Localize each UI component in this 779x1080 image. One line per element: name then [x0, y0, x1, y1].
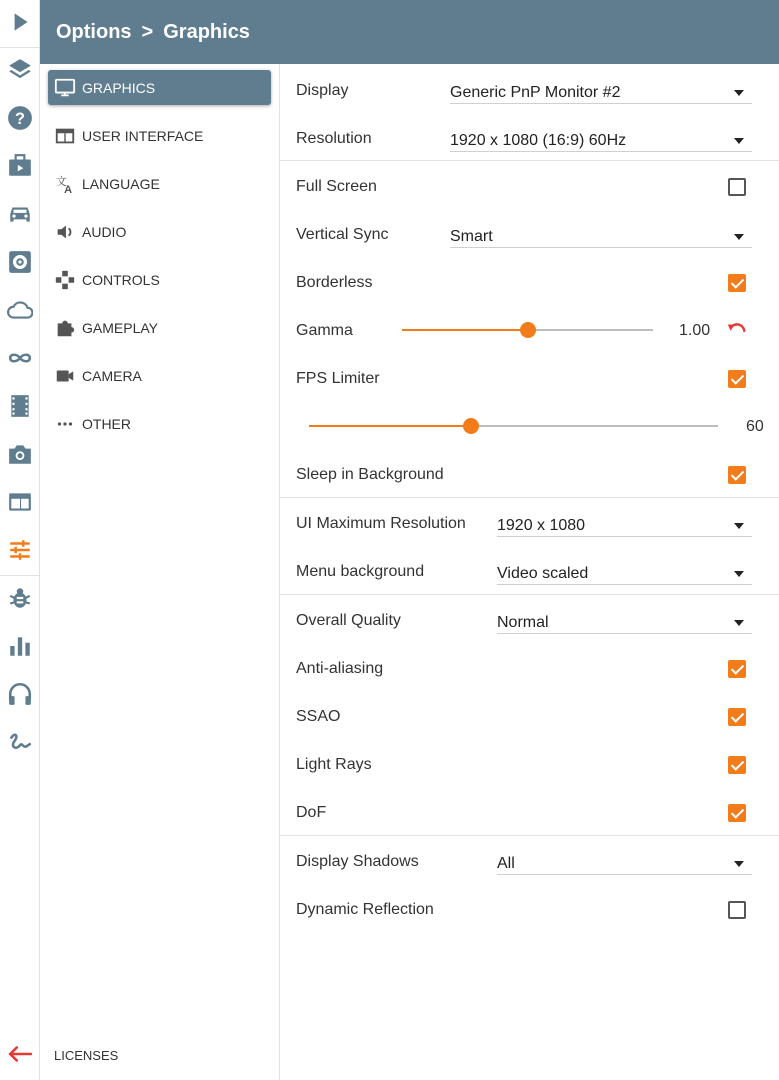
car-icon[interactable]	[0, 192, 40, 236]
page-title: Graphics	[163, 20, 250, 43]
setting-label: SSAO	[296, 708, 341, 725]
infinity-icon[interactable]	[0, 336, 40, 380]
slider-thumb[interactable]	[520, 322, 536, 338]
display-select[interactable]	[450, 78, 752, 104]
svg-text:文: 文	[55, 174, 67, 188]
gamma-slider[interactable]	[402, 329, 653, 331]
slider-fill	[402, 329, 528, 331]
light-rays-checkbox[interactable]	[728, 756, 746, 774]
dof-checkbox[interactable]	[728, 804, 746, 822]
dropdown-arrow-icon	[734, 234, 744, 240]
category-label: CONTROLS	[82, 271, 160, 288]
section-divider	[280, 594, 779, 595]
setting-label: Anti-aliasing	[296, 660, 384, 677]
setting-resolution	[280, 114, 779, 162]
category-label: USER INTERFACE	[82, 127, 204, 144]
category-language[interactable]	[48, 166, 271, 201]
dynamic-reflection-checkbox[interactable]	[728, 901, 746, 919]
section-divider	[280, 835, 779, 836]
briefcase-icon[interactable]	[0, 144, 40, 188]
setting-display-shadows	[280, 837, 779, 885]
anti-aliasing-checkbox[interactable]	[728, 660, 746, 678]
category-controls[interactable]	[48, 262, 271, 297]
fps-limit-slider[interactable]	[309, 425, 718, 427]
speaker-icon	[54, 221, 76, 243]
category-label: AUDIO	[82, 223, 127, 240]
more-icon	[54, 413, 76, 435]
icon-rail	[0, 0, 40, 1080]
setting-ui-maximum-resolution	[280, 499, 779, 547]
setting-anti-aliasing	[280, 644, 779, 692]
help-icon[interactable]	[0, 96, 40, 140]
setting-fps-limiter	[280, 354, 779, 402]
category-other[interactable]	[48, 406, 271, 441]
category-list	[40, 64, 280, 1080]
setting-label: DoF	[296, 804, 327, 821]
setting-sleep-in-background	[280, 450, 779, 498]
section-divider	[280, 160, 779, 161]
video-camera-icon	[54, 365, 76, 387]
setting-label: Gamma	[296, 322, 353, 339]
gamma-value: 1.00	[679, 322, 711, 339]
setting-display	[280, 66, 779, 114]
dropdown-arrow-icon	[734, 620, 744, 626]
setting-label: Light Rays	[296, 756, 372, 773]
settings-icon[interactable]	[0, 240, 40, 284]
setting-label: Borderless	[296, 274, 373, 291]
breadcrumb-options[interactable]: Options	[56, 20, 132, 43]
setting-light-rays	[280, 740, 779, 788]
setting-label: Menu background	[296, 563, 425, 580]
settings-panel	[280, 64, 779, 1080]
select-value: Smart	[450, 228, 493, 245]
setting-label: Display Shadows	[296, 853, 419, 870]
setting-borderless	[280, 258, 779, 306]
headphones-icon[interactable]	[0, 672, 40, 716]
menu-background-select[interactable]	[497, 559, 752, 585]
category-label: OTHER	[82, 415, 131, 432]
dropdown-arrow-icon	[734, 861, 744, 867]
setting-ssao	[280, 692, 779, 740]
fps-limit-value: 60	[746, 418, 764, 435]
borderless-checkbox[interactable]	[728, 274, 746, 292]
reset-icon[interactable]	[726, 319, 748, 341]
select-value: 1920 x 1080 (16:9) 60Hz	[450, 132, 627, 149]
ui-maximum-resolution-select[interactable]	[497, 511, 752, 537]
setting-label: Sleep in Background	[296, 466, 444, 483]
category-audio[interactable]	[48, 214, 271, 249]
setting-label: Overall Quality	[296, 612, 401, 629]
page-header	[40, 0, 779, 64]
slider-thumb[interactable]	[463, 418, 479, 434]
setting-label: Vertical Sync	[296, 226, 389, 243]
window-icon[interactable]	[0, 480, 40, 524]
setting-label: Resolution	[296, 130, 372, 147]
section-divider	[280, 497, 779, 498]
vertical-sync-select[interactable]	[450, 222, 752, 248]
select-value: Normal	[497, 614, 549, 631]
signature-icon[interactable]	[0, 720, 40, 764]
cloud-icon[interactable]	[0, 288, 40, 332]
play-icon[interactable]	[0, 0, 40, 44]
setting-full-screen	[280, 162, 779, 210]
layers-icon[interactable]	[0, 48, 40, 92]
select-value: All	[497, 855, 515, 872]
sleep-in-background-checkbox[interactable]	[728, 466, 746, 484]
monitor-icon	[54, 77, 76, 99]
category-gameplay[interactable]	[48, 310, 271, 345]
breadcrumb-separator: >	[141, 20, 154, 43]
setting-overall-quality	[280, 596, 779, 644]
licenses-link[interactable]: LICENSES	[54, 1048, 119, 1063]
sliders-icon[interactable]	[0, 528, 40, 572]
fps-limiter-checkbox[interactable]	[728, 370, 746, 388]
overall-quality-select[interactable]	[497, 608, 752, 634]
setting-vertical-sync	[280, 210, 779, 258]
setting-gamma	[280, 306, 779, 354]
ssao-checkbox[interactable]	[728, 708, 746, 726]
camera-icon[interactable]	[0, 432, 40, 476]
display-shadows-select[interactable]	[497, 849, 752, 875]
select-value: 1920 x 1080	[497, 517, 586, 534]
dropdown-arrow-icon	[734, 571, 744, 577]
setting-menu-background	[280, 547, 779, 595]
svg-text:?: ?	[15, 109, 25, 128]
category-label: GAMEPLAY	[82, 319, 158, 336]
film-icon[interactable]	[0, 384, 40, 428]
dropdown-arrow-icon	[734, 90, 744, 96]
select-value: Generic PnP Monitor #2	[450, 84, 621, 101]
dropdown-arrow-icon	[734, 138, 744, 144]
window-icon	[54, 125, 76, 147]
category-camera[interactable]	[48, 358, 271, 393]
puzzle-icon	[54, 317, 76, 339]
setting-label: FPS Limiter	[296, 370, 380, 387]
svg-text:A: A	[64, 183, 73, 195]
setting-label: Full Screen	[296, 178, 377, 195]
gamepad-icon	[54, 269, 76, 291]
bug-icon[interactable]	[0, 576, 40, 620]
category-graphics[interactable]	[48, 70, 271, 105]
translate-icon	[54, 173, 76, 195]
slider-fill	[309, 425, 471, 427]
category-user-interface[interactable]	[48, 118, 271, 153]
full-screen-checkbox[interactable]	[728, 178, 746, 196]
setting-dof	[280, 788, 779, 836]
category-label: GRAPHICS	[82, 79, 156, 96]
category-label: LANGUAGE	[82, 175, 160, 192]
setting-dynamic-reflection	[280, 885, 779, 933]
resolution-select[interactable]	[450, 126, 752, 152]
setting-label: Display	[296, 82, 349, 99]
setting-fps-limit-value	[280, 402, 779, 450]
category-label: CAMERA	[82, 367, 142, 384]
chart-icon[interactable]	[0, 624, 40, 668]
setting-label: UI Maximum Resolution	[296, 515, 466, 532]
back-arrow-icon[interactable]	[0, 1032, 40, 1076]
setting-label: Dynamic Reflection	[296, 901, 434, 918]
dropdown-arrow-icon	[734, 523, 744, 529]
select-value: Video scaled	[497, 565, 589, 582]
